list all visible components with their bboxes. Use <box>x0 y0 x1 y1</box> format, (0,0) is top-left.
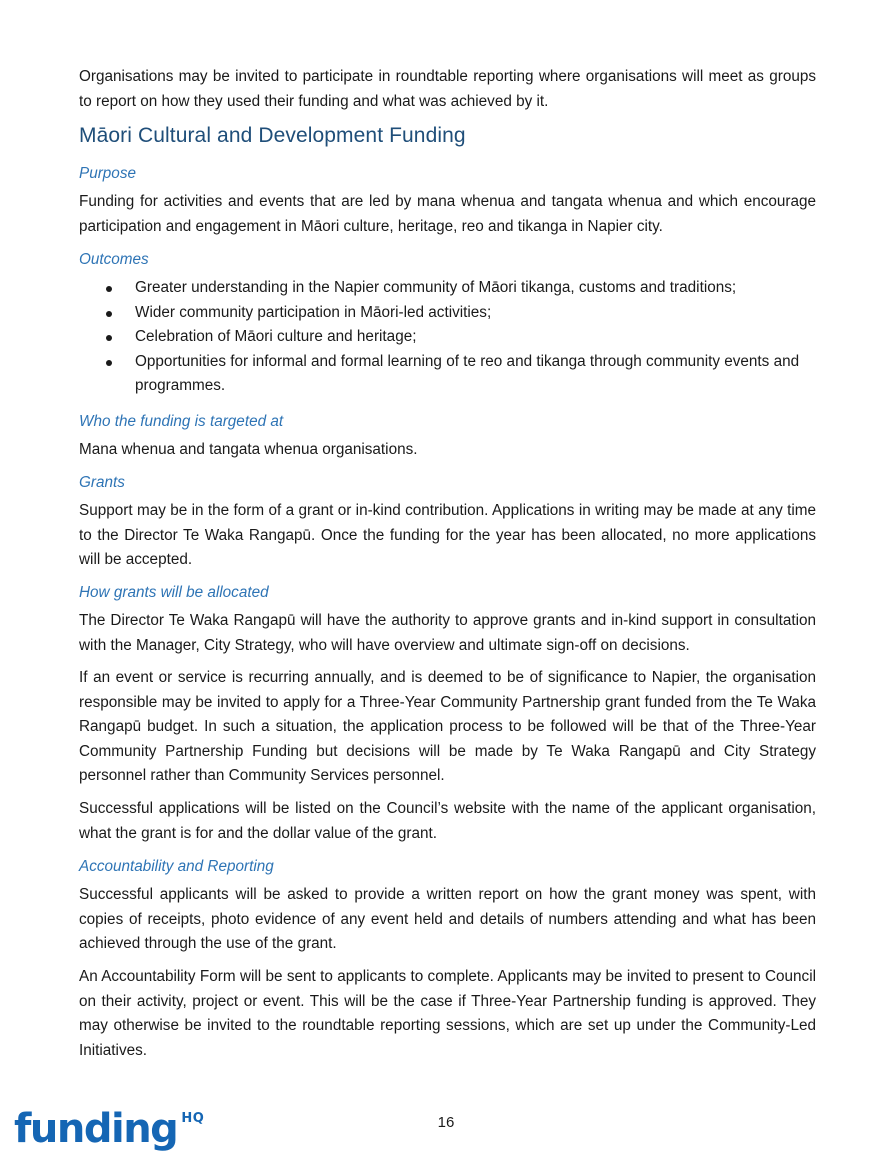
outcomes-heading: Outcomes <box>79 251 149 268</box>
accountability-paragraph-2: An Accountability Form will be sent to applicants to complete. Applicants may be invited to present to Council on their activity, project or event. This will be the case if Three-Year Partnership funding is approved. They may otherwise be invited to the roundtable reporting sessions, which are set up under the Community-Led Initiatives. <box>79 968 816 1059</box>
outcomes-list <box>79 276 806 399</box>
bullet-icon <box>106 360 112 366</box>
purpose-heading: Purpose <box>79 165 136 182</box>
targeted-text: Mana whenua and tangata whenua organisations. <box>79 441 418 458</box>
allocation-paragraph-1: The Director Te Waka Rangapū will have the authority to approve grants and in-kind support in consultation with the Manager, City Strategy, who will have overview and ultimate sign-off on decisions. <box>79 612 816 654</box>
list-item: Celebration of Māori culture and heritage; <box>79 325 806 350</box>
targeted-heading: Who the funding is targeted at <box>79 413 284 430</box>
bullet-icon <box>106 335 112 341</box>
intro-paragraph: Organisations may be invited to participate in roundtable reporting where organisations will meet as groups to report on how they used their funding and what was achieved by it. <box>79 68 816 110</box>
allocation-paragraph-2: If an event or service is recurring annually, and is deemed to be of significance to Napier, the organisation responsible may be invited to apply for a Three-Year Community Partnership grant funded from the Te Waka Rangapū budget. In such a situation, the application process to be followed will be that of the Three-Year Community Partnership Funding but decisions will be made by Te Waka Rangapū and City Strategy personnel rather than Community Services personnel. <box>79 669 816 785</box>
grants-heading: Grants <box>79 474 125 491</box>
allocation-paragraph-3: Successful applications will be listed on the Council’s website with the name of the applicant organisation, what the grant is for and the dollar value of the grant. <box>79 800 816 842</box>
list-item: Opportunities for informal and formal learning of te reo and tikanga through community events and programmes. <box>79 350 806 399</box>
grants-text: Support may be in the form of a grant or in-kind contribution. Applications in writing may be made at any time to the Director Te Waka Rangapū. Once the funding for the year has been allocated, no more applications will be accepted. <box>79 502 816 569</box>
page-number: 16 <box>437 1114 455 1131</box>
allocation-heading: How grants will be allocated <box>79 584 269 601</box>
section-title: Māori Cultural and Development Funding <box>79 124 466 147</box>
list-item: Greater understanding in the Napier community of Māori tikanga, customs and traditions; <box>79 276 806 301</box>
accountability-heading: Accountability and Reporting <box>79 858 274 875</box>
logo-wordmark: funding <box>14 1106 178 1152</box>
logo-suffix: HQ <box>181 1111 205 1126</box>
bullet-icon <box>106 286 112 292</box>
accountability-paragraph-1: Successful applicants will be asked to provide a written report on how the grant money was spent, with copies of receipts, photo evidence of any event held and details of numbers attending and what has been achieved through the use of the grant. <box>79 886 816 953</box>
bullet-icon <box>106 311 112 317</box>
purpose-text: Funding for activities and events that are led by mana whenua and tangata whenua and which encourage participation and engagement in Māori culture, heritage, reo and tikanga in Napier city. <box>79 193 816 235</box>
list-item: Wider community participation in Māori-led activities; <box>79 301 806 326</box>
